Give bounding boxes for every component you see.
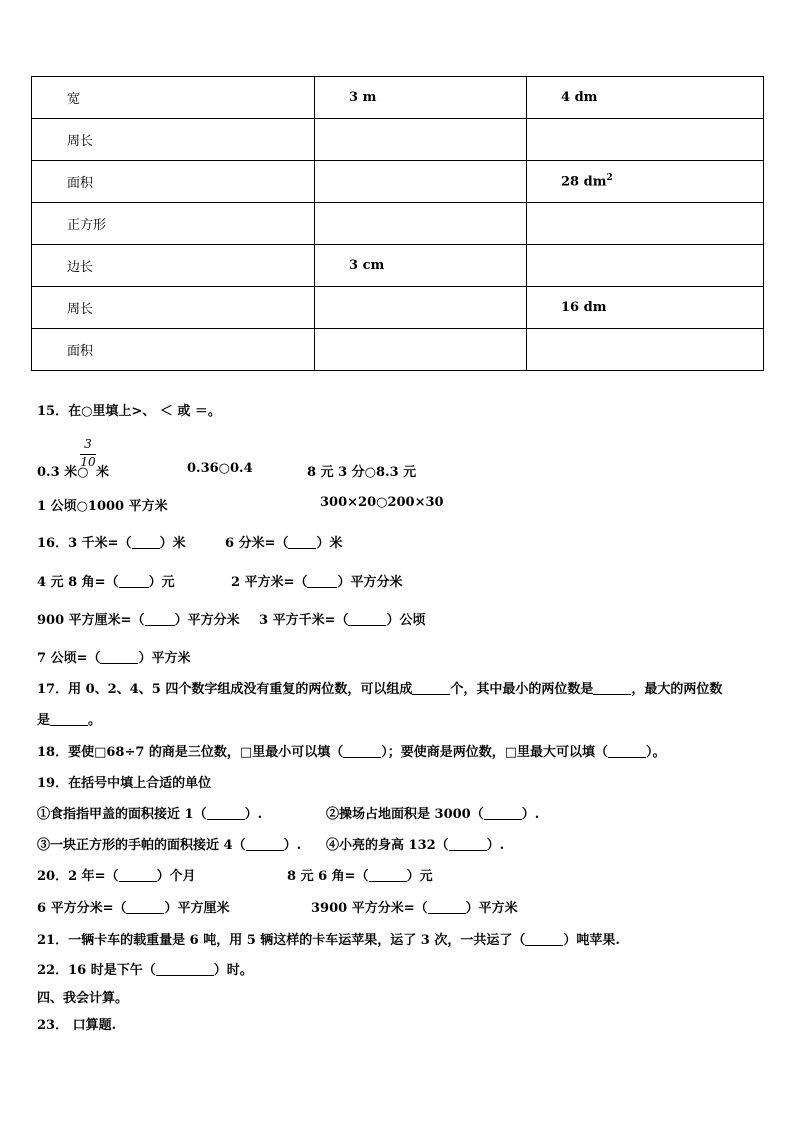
answer-blank[interactable] [307,575,337,588]
q16-b2-end: ）平方分米 [337,575,403,590]
table-cell [527,245,764,287]
table-cell: 周长 [32,119,315,161]
q17-text-c: ，最大的两位数 [631,682,723,697]
table-cell: 面积 [32,329,315,371]
table-row [32,203,764,245]
answer-blank[interactable] [288,536,316,549]
answer-blank[interactable] [207,807,245,820]
section-heading: 四、我会计算。 [37,991,129,1006]
q18-text-b: ）；要使商是两位数，□里最大可以填（ [381,745,609,760]
table-cell [315,119,527,161]
table-cell [315,203,527,245]
table-row [32,77,764,119]
q16-d1-end: ）平方米 [138,651,191,666]
q16-item-c1 [37,609,240,628]
q16-a2-end: ）米 [316,536,343,551]
q19-i2-text: ②操场占地面积是 3000（ [326,807,484,822]
q16-a1-end: ）米 [159,536,186,551]
q21-text-b: ）吨苹果. [563,933,620,948]
table-row [32,329,764,371]
question-21 [37,929,620,948]
q20-b2-text: 3900 平方分米=（ [311,901,428,916]
q19-i1-text: ①食指指甲盖的面积接近 1（ [37,807,207,822]
q16-a2-text: 6 分米=（ [225,536,289,551]
table-cell: 周长 [32,287,315,329]
question-17-line-1 [37,678,722,697]
answer-blank[interactable] [412,682,450,695]
q20-b1-end: ）平方厘米 [164,901,230,916]
q16-c1-text: 900 平方厘米=（ [37,613,145,628]
q20-item-a2 [287,865,433,884]
q22-text-a: 22．16 时是下午（ [37,963,156,978]
q16-a1-text: 16．3 千米=（ [37,536,132,551]
q16-b1-text: 4 元 8 角=（ [37,575,119,590]
q15-item-b2: 300×20○200×30 [320,495,444,510]
fraction-denominator: 10 [80,455,96,469]
q20-a1-text: 20．2 年=（ [37,869,119,884]
q16-b1-end: ）元 [148,575,175,590]
table-cell [315,161,527,203]
q19-i3-end: ）. [283,838,302,853]
q17-text-e: 。 [88,713,102,728]
table-row [32,119,764,161]
q16-c1-end: ）平方分米 [174,613,240,628]
answer-blank[interactable] [246,838,284,851]
table-row [32,161,764,203]
q16-c2-end: ）公顷 [386,613,426,628]
q20-a2-end: ）元 [406,869,433,884]
q16-d1-text: 7 公顷=（ [37,651,101,666]
q19-item-2 [326,803,539,822]
answer-blank[interactable] [593,682,631,695]
q19-item-4 [326,834,504,853]
q16-item-b2 [231,571,402,590]
question-17-line-2 [37,709,101,728]
table-cell: 4 dm [527,77,764,119]
q20-item-b2 [311,897,518,916]
question-18 [37,741,666,760]
table-row [32,245,764,287]
answer-blank[interactable] [132,536,160,549]
q21-text-a: 21．一辆卡车的载重量是 6 吨，用 5 辆这样的卡车运苹果，运了 3 次，一共运了（ [37,933,526,948]
answer-blank[interactable] [428,901,466,914]
q19-i1-end: ）. [244,807,263,822]
q18-text-c: ）。 [646,745,666,760]
q20-item-a1 [37,865,196,884]
answer-blank[interactable] [119,869,157,882]
answer-blank[interactable] [145,613,175,626]
q16-item-a1 [37,532,186,551]
q19-i4-end: ）. [486,838,505,853]
q19-item-3 [37,834,301,853]
question-22 [37,959,253,978]
answer-blank[interactable] [348,613,386,626]
q16-item-d1 [37,647,190,666]
q16-item-c2 [259,609,425,628]
table-cell [315,329,527,371]
answer-blank[interactable] [126,901,164,914]
q15-item-a3: 8 元 3 分○8.3 元 [307,465,417,480]
answer-blank[interactable] [449,838,487,851]
answer-blank[interactable] [343,745,381,758]
answer-blank[interactable] [608,745,646,758]
table-cell [527,329,764,371]
q15-item-a1-suffix: 米 [96,465,110,480]
q15-item-a1-prefix: 0.3 米○ [37,465,89,480]
q18-text-a: 18．要使□68÷7 的商是三位数，□里最小可以填（ [37,745,344,760]
q19-item-1 [37,803,262,822]
table-cell [527,119,764,161]
q20-item-b1 [37,897,229,916]
answer-blank[interactable] [525,933,563,946]
answer-blank[interactable] [50,713,88,726]
question-15-title: 15．在○里填上>、 ＜ 或 ＝。 [37,404,221,419]
table-cell-area-value [527,161,764,203]
superscript: 2 [606,173,613,184]
q20-b1-text: 6 平方分米=（ [37,901,127,916]
q15-item-b1: 1 公顷○1000 平方米 [37,499,168,514]
answer-blank[interactable] [119,575,149,588]
q19-i3-text: ③一块正方形的手帕的面积接近 4（ [37,838,246,853]
q22-text-b: ）时。 [213,963,253,978]
q19-i2-end: ）. [521,807,540,822]
table-cell: 边长 [32,245,315,287]
q16-c2-text: 3 平方千米=（ [259,613,349,628]
q20-a2-text: 8 元 6 角=（ [287,869,369,884]
table-cell: 16 dm [527,287,764,329]
q16-item-b1 [37,571,175,590]
q19-i4-text: ④小亮的身高 132（ [326,838,449,853]
q20-b2-end: ）平方米 [465,901,518,916]
table-cell: 3 cm [315,245,527,287]
table-cell: 宽 [32,77,315,119]
table-row [32,287,764,329]
table-cell [315,287,527,329]
answer-blank[interactable] [156,963,214,976]
q20-a1-end: ）个月 [156,869,196,884]
q16-item-a2 [225,532,342,551]
table-cell: 面积 [32,161,315,203]
area-value-text: 28 dm [561,174,607,190]
q16-b2-text: 2 平方米=（ [231,575,308,590]
measurement-table [31,76,764,371]
table-cell [527,203,764,245]
q17-text-a: 17．用 0、2、4、5 四个数字组成没有重复的两位数，可以组成 [37,682,413,697]
table-cell: 正方形 [32,203,315,245]
answer-blank[interactable] [369,869,407,882]
table-cell: 3 m [315,77,527,119]
q17-text-b: 个，其中最小的两位数是 [450,682,594,697]
question-23: 23． 口算题. [37,1018,117,1033]
fraction-numerator: 3 [84,437,92,451]
question-19-title: 19．在括号中填上合适的单位 [37,776,212,791]
q15-item-a2: 0.36○0.4 [187,461,253,476]
q17-text-d: 是 [37,713,51,728]
answer-blank[interactable] [484,807,522,820]
answer-blank[interactable] [100,651,138,664]
